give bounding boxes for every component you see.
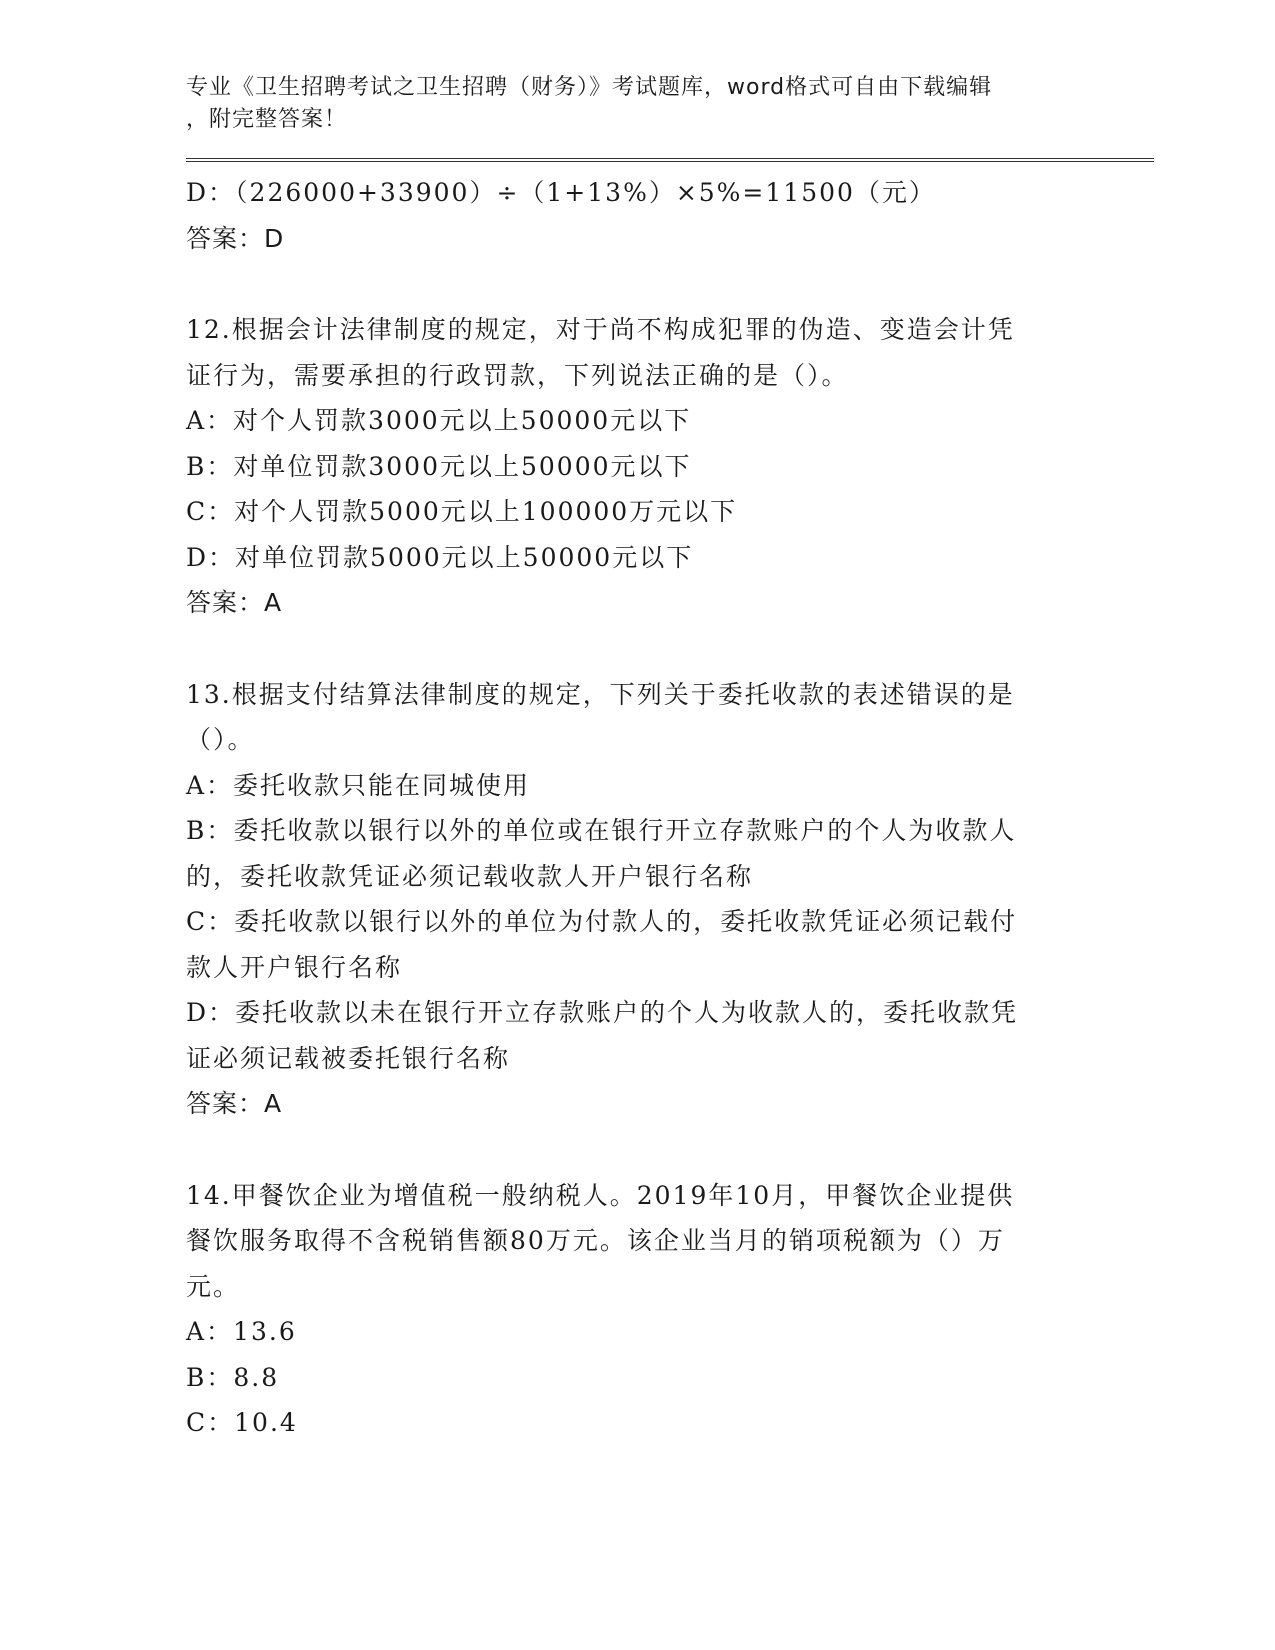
question-12-text-1: 12.根据会计法律制度的规定，对于尚不构成犯罪的伪造、变造会计凭 <box>186 315 1015 344</box>
question-12-option-b: B：对单位罚款3000元以上50000元以下 <box>186 451 692 481</box>
question-12-option-d: D：对单位罚款5000元以上50000元以下 <box>186 542 694 572</box>
question-13-option-a: A：委托收款只能在同城使用 <box>186 770 531 800</box>
question-13-option-d-2: 证必须记载被委托银行名称 <box>186 1043 511 1073</box>
header-line-1: 专业《卫生招聘考试之卫生招聘（财务）》考试题库，word格式可自由下载编辑 <box>186 75 993 100</box>
question-12-text-2: 证行为，需要承担的行政罚款，下列说法正确的是（）。 <box>186 360 849 390</box>
question-14-text-1: 14.甲餐饮企业为增值税一般纳税人。2019年10月，甲餐饮企业提供 <box>186 1180 1015 1210</box>
question-14-text-2: 餐饮服务取得不含税销售额80万元。该企业当月的销项税额为（）万 <box>186 1226 1005 1255</box>
question-13-option-c-2: 款人开户银行名称 <box>186 952 403 982</box>
question-13 <box>186 672 1081 1127</box>
header-line-2: ，附完整答案！ <box>186 107 348 132</box>
question-14-text-3: 元。 <box>186 1271 241 1301</box>
question-12-answer: 答案：A <box>186 588 283 617</box>
prev-answer: 答案：D <box>186 223 285 253</box>
header-divider <box>186 158 1154 162</box>
question-13-option-d-1: D：委托收款以未在银行开立存款账户的个人为收款人的，委托收款凭 <box>186 998 1019 1027</box>
document-header <box>186 72 1066 136</box>
document-page <box>186 72 1154 1446</box>
document-body <box>186 170 1081 1446</box>
spacer <box>186 261 1081 307</box>
question-14-option-c: C：10.4 <box>186 1408 298 1437</box>
question-13-text-1: 13.根据支付结算法律制度的规定，下列关于委托收款的表述错误的是 <box>186 679 1015 709</box>
question-13-option-c-1: C：委托收款以银行以外的单位为付款人的，委托收款凭证必须记载付 <box>186 907 1018 936</box>
question-12 <box>186 307 1081 626</box>
prev-option-d: D：（226000+33900）÷（1+13%）×5%=11500（元） <box>186 178 936 207</box>
question-13-text-2: （）。 <box>186 725 255 754</box>
question-14-option-a: A：13.6 <box>186 1317 297 1346</box>
question-14 <box>186 1173 1081 1446</box>
question-13-option-b-1: B：委托收款以银行以外的单位或在银行开立存款账户的个人为收款人 <box>186 816 1017 845</box>
question-13-option-b-2: 的，委托收款凭证必须记载收款人开户银行名称 <box>186 861 754 891</box>
question-12-option-a: A：对个人罚款3000元以上50000元以下 <box>186 406 692 435</box>
spacer <box>186 626 1081 672</box>
question-14-option-b: B：8.8 <box>186 1362 280 1392</box>
question-12-option-c: C：对个人罚款5000元以上100000万元以下 <box>186 497 738 526</box>
question-13-answer: 答案：A <box>186 1089 283 1118</box>
spacer <box>186 1127 1081 1173</box>
